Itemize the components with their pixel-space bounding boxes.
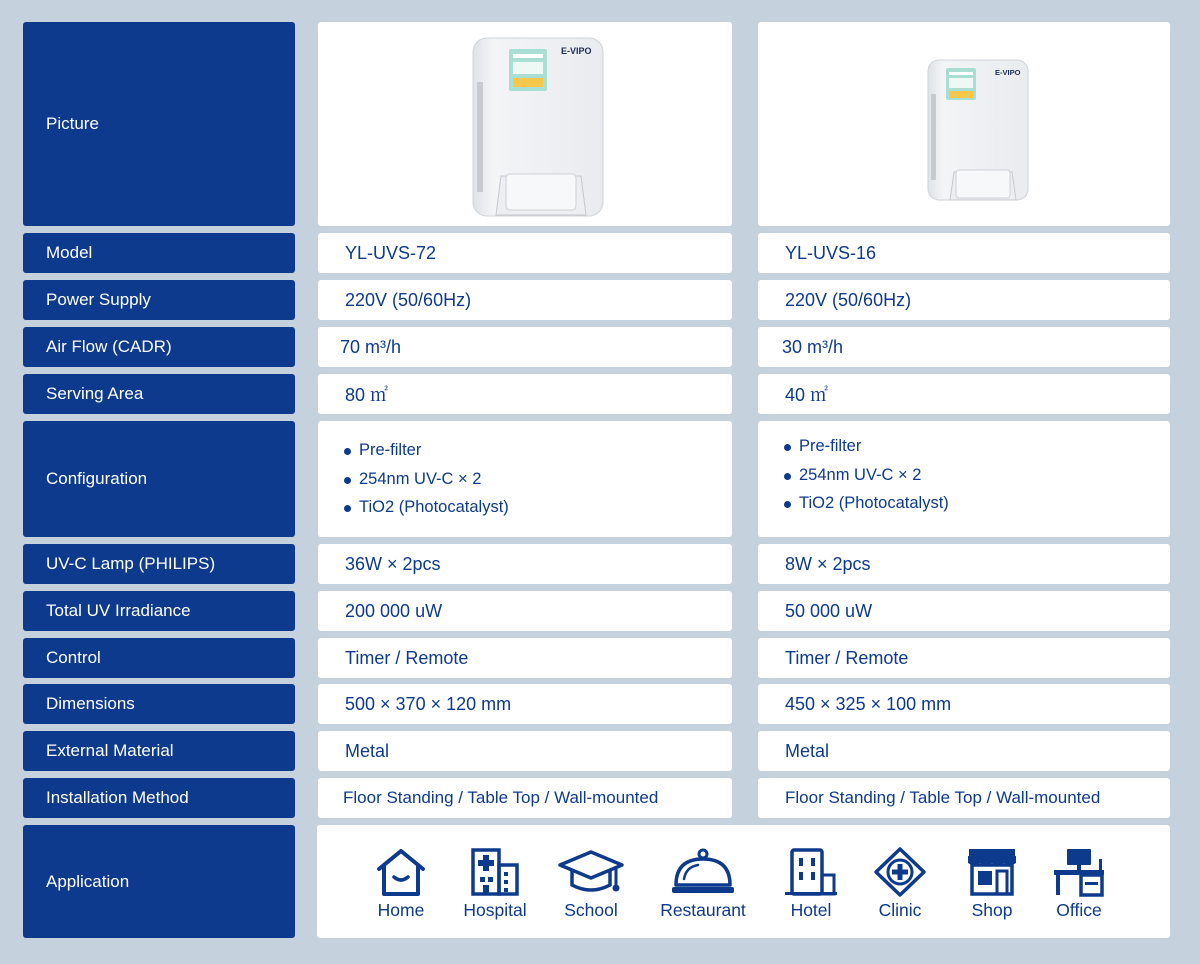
value-text: 220V (50/60Hz): [345, 289, 472, 310]
application-restaurant: [655, 847, 751, 921]
label-text: Picture: [46, 114, 99, 133]
product-1-uv-lamp: [318, 544, 732, 584]
product-2-external-material: [758, 731, 1170, 771]
svg-text:E-VIPO: E-VIPO: [561, 46, 592, 56]
product-1-power-supply: [318, 280, 732, 320]
label-text: Control: [46, 648, 101, 667]
product-1-air-flow: [318, 327, 732, 367]
application-hospital: [457, 847, 533, 921]
configuration-item: 254nm UV-C × 2: [784, 461, 1170, 490]
application-label: Home: [377, 900, 425, 920]
product-2-control: [758, 638, 1170, 678]
configuration-item: 254nm UV-C × 2: [344, 465, 732, 494]
label-external-material: [23, 731, 295, 771]
value-text: Timer / Remote: [345, 647, 469, 668]
application-clinic: [871, 847, 929, 921]
application-label: School: [564, 900, 618, 920]
configuration-item: Pre-filter: [344, 436, 732, 465]
value-text: 30 m³/h: [782, 336, 844, 357]
product-1-dimensions: [318, 684, 732, 724]
label-power-supply: [23, 280, 295, 320]
graduation-cap-icon: [558, 847, 624, 897]
value-text: 8W × 2pcs: [785, 553, 871, 574]
application-office: [1051, 847, 1107, 921]
label-text: Serving Area: [46, 384, 144, 403]
product-1-total-uv: [318, 591, 732, 631]
product-2-power-supply: [758, 280, 1170, 320]
application-label: Office: [1056, 900, 1102, 920]
value-text: Metal: [785, 740, 830, 761]
configuration-list: [344, 436, 732, 522]
value-text: 450 × 325 × 100 mm: [785, 693, 952, 714]
hospital-icon: [469, 847, 521, 897]
label-text: Model: [46, 243, 93, 262]
label-text: Application: [46, 871, 130, 891]
product-2-configuration: [758, 421, 1170, 537]
configuration-item: TiO2 (Photocatalyst): [344, 493, 732, 522]
air-purifier-image: [318, 22, 732, 226]
value-text: Floor Standing / Table Top / Wall-mounted: [343, 788, 659, 807]
label-application: [23, 825, 295, 938]
application-label: Hospital: [463, 900, 527, 920]
label-text: Air Flow (CADR): [46, 337, 172, 356]
product-1-picture: [318, 22, 732, 226]
cloche-icon: [670, 847, 736, 897]
product-2-serving-area: [758, 374, 1170, 414]
office-desk-icon: [1051, 847, 1107, 897]
hotel-icon: [783, 847, 839, 897]
label-text: Total UV Irradiance: [46, 601, 191, 620]
product-2-picture: [758, 22, 1170, 226]
clinic-cross-icon: [873, 847, 927, 897]
application-school: [553, 847, 629, 921]
value-text: 220V (50/60Hz): [785, 289, 912, 310]
application-home: [374, 847, 428, 921]
application-panel: [317, 825, 1170, 938]
application-hotel: [783, 847, 839, 921]
label-text: Power Supply: [46, 290, 151, 309]
label-dimensions: [23, 684, 295, 724]
product-2-total-uv: [758, 591, 1170, 631]
application-label: Restaurant: [660, 900, 746, 920]
value-text: 50 000 uW: [785, 600, 873, 621]
configuration-list: [784, 432, 1170, 518]
product-2-installation: [758, 778, 1170, 818]
value-text: 70 m³/h: [340, 336, 402, 357]
value-text: Timer / Remote: [785, 647, 909, 668]
label-model: [23, 233, 295, 273]
product-1-model: [318, 233, 732, 273]
configuration-item: Pre-filter: [784, 432, 1170, 461]
home-icon: [375, 847, 427, 897]
label-serving-area: [23, 374, 295, 414]
product-1-configuration: [318, 421, 732, 537]
product-1-serving-area: [318, 374, 732, 414]
application-label: Shop: [971, 900, 1013, 920]
label-uv-lamp: [23, 544, 295, 584]
value-text: YL-UVS-16: [785, 242, 877, 263]
label-text: Dimensions: [46, 694, 135, 713]
label-configuration: [23, 421, 295, 537]
product-2-dimensions: [758, 684, 1170, 724]
value-text: 80 ㎡: [345, 385, 389, 405]
svg-text:E-VIPO: E-VIPO: [995, 68, 1021, 77]
label-air-flow: [23, 327, 295, 367]
application-shop: [965, 847, 1019, 921]
product-2-uv-lamp: [758, 544, 1170, 584]
label-control: [23, 638, 295, 678]
label-text: UV-C Lamp (PHILIPS): [46, 554, 216, 573]
value-text: 200 000 uW: [345, 600, 443, 621]
value-text: 500 × 370 × 120 mm: [345, 693, 512, 714]
label-text: Installation Method: [46, 788, 189, 807]
air-purifier-image: [758, 22, 1170, 226]
value-text: Metal: [345, 740, 390, 761]
value-text: 40 ㎡: [785, 385, 829, 405]
label-total-uv: [23, 591, 295, 631]
configuration-item: TiO2 (Photocatalyst): [784, 489, 1170, 518]
application-label: Hotel: [790, 900, 832, 920]
label-installation: [23, 778, 295, 818]
product-1-installation: [318, 778, 732, 818]
value-text: Floor Standing / Table Top / Wall-mounted: [785, 788, 1101, 807]
label-text: External Material: [46, 741, 174, 760]
value-text: 36W × 2pcs: [345, 553, 441, 574]
product-1-control: [318, 638, 732, 678]
label-text: Configuration: [46, 469, 148, 488]
product-2-model: [758, 233, 1170, 273]
product-1-external-material: [318, 731, 732, 771]
application-label: Clinic: [878, 900, 922, 920]
shop-icon: [966, 847, 1018, 897]
label-picture: [23, 22, 295, 226]
value-text: YL-UVS-72: [345, 242, 437, 263]
product-2-air-flow: [758, 327, 1170, 367]
